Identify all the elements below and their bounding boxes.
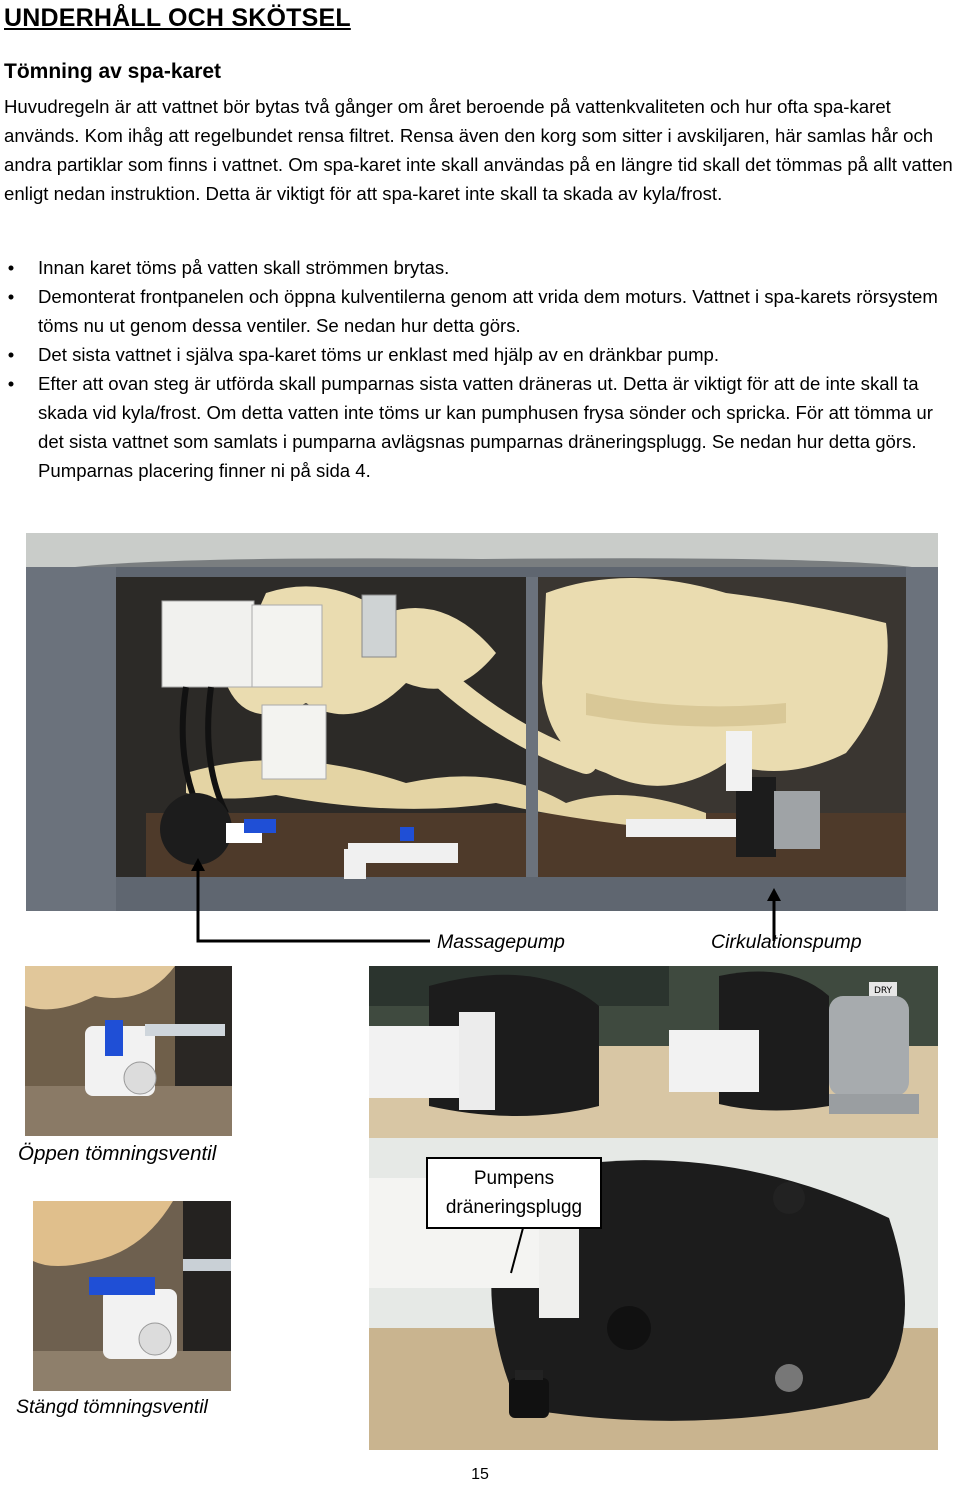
- page-title: UNDERHÅLL OCH SKÖTSEL: [4, 4, 351, 32]
- pumps-photo: [369, 966, 938, 1138]
- list-item-text: Det sista vattnet i själva spa-karet töms ur enklast med hjälp av en dränkbar pump.: [38, 344, 720, 365]
- list-item: [0, 340, 958, 369]
- callout-line-2: dräneringsplugg: [445, 1197, 583, 1218]
- spa-cabinet-illustration: [26, 533, 938, 911]
- caption-cirkulationspump: Cirkulationspump: [711, 931, 862, 953]
- spa-cabinet-photo: [26, 533, 938, 911]
- list-item-text: Demonterat frontpanelen och öppna kulventilerna genom att vrida dem moturs. Vattnet i spa-karets rörsystem töms nu ut genom dessa ventiler. Se nedan hur detta görs.: [38, 286, 938, 336]
- caption-open-valve: Öppen tömningsventil: [18, 1142, 217, 1165]
- drain-plug-callout: [426, 1157, 602, 1229]
- page-number: 15: [471, 1466, 489, 1483]
- bullet-icon: •: [7, 344, 15, 365]
- bullet-icon: •: [7, 373, 15, 394]
- list-item: [0, 282, 958, 340]
- list-item: [0, 253, 958, 282]
- pumps-illustration: [369, 966, 938, 1138]
- caption-massagepump: Massagepump: [437, 931, 565, 953]
- closed-valve-illustration: [33, 1201, 231, 1391]
- intro-paragraph: Huvudregeln är att vattnet bör bytas två gånger om året beroende på vattenkvaliteten och hur ofta spa-karet används. Kom ihåg att regelbundet rensa filtret. Rensa även den korg som sitter i avskiljaren, här samlas hår och andra partiklar som finns i vattnet. Om spa-karet inte skall användas på en längre tid skall det tömmas på allt vatten enligt nedan instruktion. Detta är viktigt för att spa-karet inte skall ta skada av kyla/frost.: [4, 96, 953, 204]
- caption-closed-valve: Stängd tömningsventil: [16, 1396, 208, 1418]
- open-valve-illustration: [25, 966, 232, 1136]
- list-item: [0, 369, 958, 485]
- instruction-list: [0, 253, 958, 485]
- section-title: Tömning av spa-karet: [4, 60, 222, 83]
- closed-valve-photo: [33, 1201, 231, 1391]
- bullet-icon: •: [7, 286, 15, 307]
- open-valve-photo: [25, 966, 232, 1136]
- pump-label-text: DRY: [873, 986, 893, 996]
- callout-line-1: Pumpens: [473, 1168, 555, 1189]
- bullet-icon: •: [7, 257, 15, 278]
- list-item-text: Efter att ovan steg är utförda skall pumparnas sista vatten dräneras ut. Detta är viktigt för att de inte skall ta skada vid kyla/frost. Om detta vatten inte töms ur kan pumphusen frysa sönder och spricka. För att tömma ur det sista vattnet som samlats i pumparna avlägsnas pumparnas dräneringsplugg. Se nedan hur detta görs. Pumparnas placering finner ni på sida 4.: [38, 373, 933, 481]
- list-item-text: Innan karet töms på vatten skall strömmen brytas.: [38, 257, 450, 278]
